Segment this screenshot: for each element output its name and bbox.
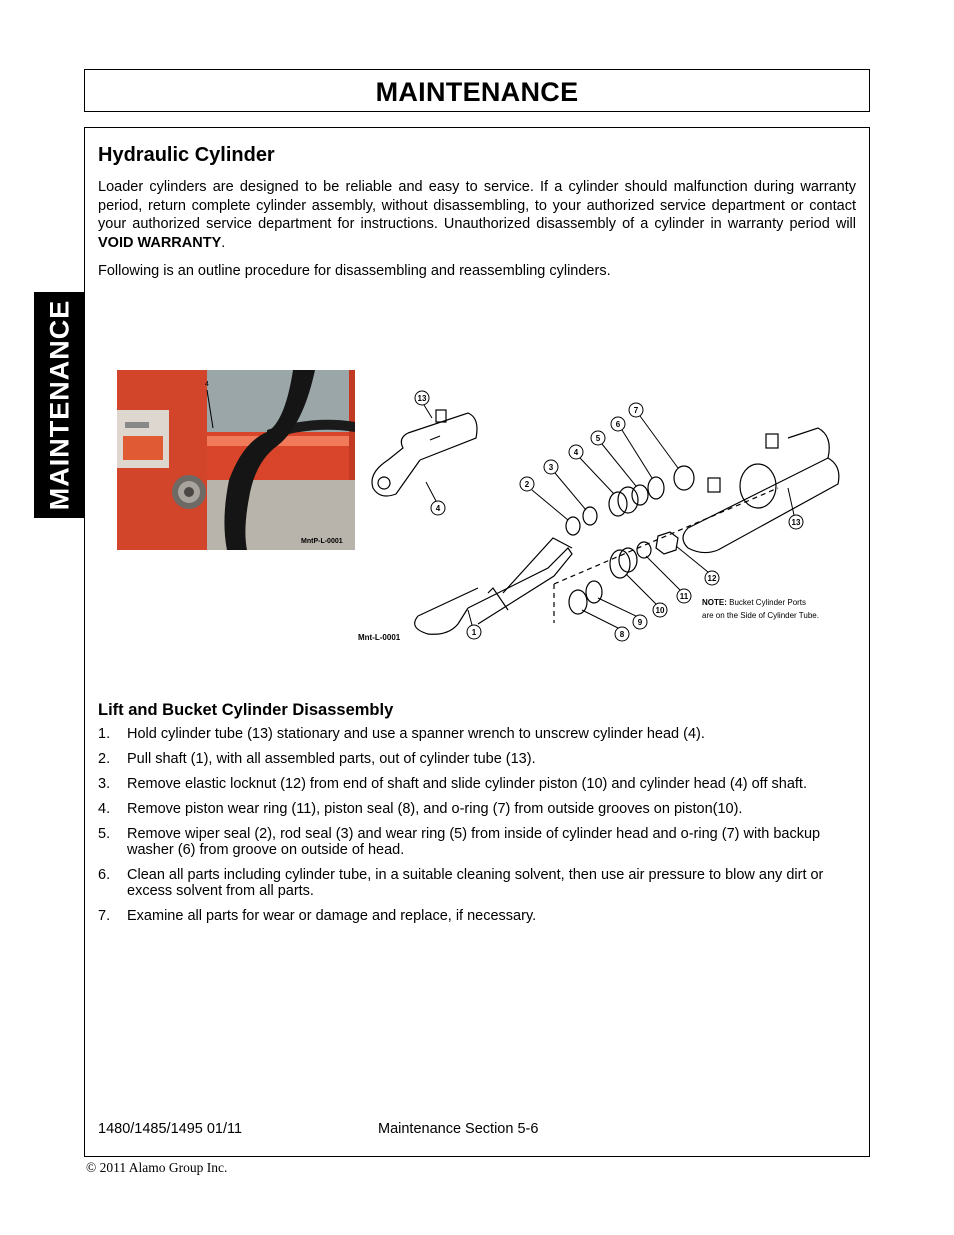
- svg-text:6: 6: [615, 420, 621, 429]
- page-title: MAINTENANCE: [375, 77, 579, 107]
- step-item: 4. Remove piston wear ring (11), piston seal (8), and o-ring (7) from outside grooves on piston(10).: [98, 801, 743, 817]
- step-item: 1. Hold cylinder tube (13) stationary and use a spanner wrench to unscrew cylinder head (4).: [98, 726, 705, 742]
- svg-text:8: 8: [619, 630, 625, 639]
- side-tab-label: MAINTENANCE: [44, 299, 74, 511]
- svg-text:9: 9: [637, 618, 643, 627]
- footer-models: 1480/1485/1495 01/11: [98, 1121, 243, 1137]
- callout-9: [598, 598, 647, 629]
- callout-11: [646, 556, 691, 603]
- photo-callout: 4: [205, 381, 209, 388]
- svg-text:12: 12: [707, 574, 717, 583]
- svg-text:3: 3: [548, 463, 554, 472]
- content-panel: [84, 127, 870, 1157]
- svg-text:5: 5: [595, 434, 601, 443]
- callout-2: [520, 477, 568, 520]
- outline-paragraph: Following is an outline procedure for disassembling and reassembling cylinders.: [98, 263, 611, 279]
- intro-end: .: [221, 234, 226, 251]
- svg-text:10: 10: [655, 606, 665, 615]
- intro-text: Loader cylinders are designed to be reliable and easy to service. If a cylinder should malfunction during warranty period, return complete cylinder assembly, without disassembling, to your authorized service department or contact your authorized service department for instructions. Unauthorized disassembly of a cylinder in warranty period will: [98, 179, 856, 233]
- svg-text:13: 13: [417, 394, 427, 403]
- svg-text:4: 4: [573, 448, 579, 457]
- callout-7: [629, 403, 678, 468]
- step-item: 5. Remove wiper seal (2), rod seal (3) and wear ring (5) from inside of cylinder head and o-ring (7) with backup washer (6) from groove on outside of head.: [98, 826, 821, 858]
- intro-paragraph: [98, 178, 856, 252]
- photo-code: MntP-L-0001: [301, 538, 343, 545]
- cylinder-photo: [117, 370, 355, 550]
- callout-5: [591, 431, 636, 486]
- void-warranty-text: VOID WARRANTY: [98, 234, 222, 251]
- callout-10: [626, 574, 667, 617]
- callout-8: [582, 610, 629, 641]
- callout-1: [467, 610, 481, 639]
- svg-text:11: 11: [679, 592, 689, 601]
- callout-3: [544, 460, 586, 510]
- svg-text:4: 4: [435, 504, 441, 513]
- diagram-code: Mnt-L-0001: [358, 633, 401, 642]
- callout-6: [611, 417, 652, 478]
- step-item: 7. Examine all parts for wear or damage and replace, if necessary.: [98, 908, 537, 924]
- svg-text:7: 7: [633, 406, 639, 415]
- disassembly-steps: [98, 726, 863, 933]
- svg-text:1: 1: [471, 628, 477, 637]
- footer-section: Maintenance Section 5-6: [378, 1121, 539, 1137]
- section-title: Hydraulic Cylinder: [98, 144, 275, 166]
- diagram-note-line1: NOTE: Bucket Cylinder Ports: [702, 598, 807, 607]
- svg-text:13: 13: [791, 518, 801, 527]
- callout-13a: [415, 391, 432, 418]
- cylinder-exploded-diagram: [358, 378, 853, 650]
- callout-4a: [426, 482, 445, 515]
- step-item: 2. Pull shaft (1), with all assembled parts, out of cylinder tube (13).: [98, 751, 536, 767]
- copyright: © 2011 Alamo Group Inc.: [86, 1160, 228, 1175]
- step-item: 6. Clean all parts including cylinder tube, in a suitable cleaning solvent, then use air pressure to blow any dirt or excess solvent from all parts.: [98, 867, 824, 899]
- side-section-tab: [34, 292, 85, 518]
- step-item: 3. Remove elastic locknut (12) from end of shaft and slide cylinder piston (10) and cylinder head (4) off shaft.: [98, 776, 807, 792]
- callout-4b: [569, 445, 614, 494]
- callout-13b: [788, 488, 803, 529]
- disassembly-title: Lift and Bucket Cylinder Disassembly: [98, 701, 394, 719]
- diagram-note-line2: are on the Side of Cylinder Tube.: [702, 611, 819, 620]
- page-header: [84, 69, 870, 112]
- svg-text:2: 2: [524, 480, 530, 489]
